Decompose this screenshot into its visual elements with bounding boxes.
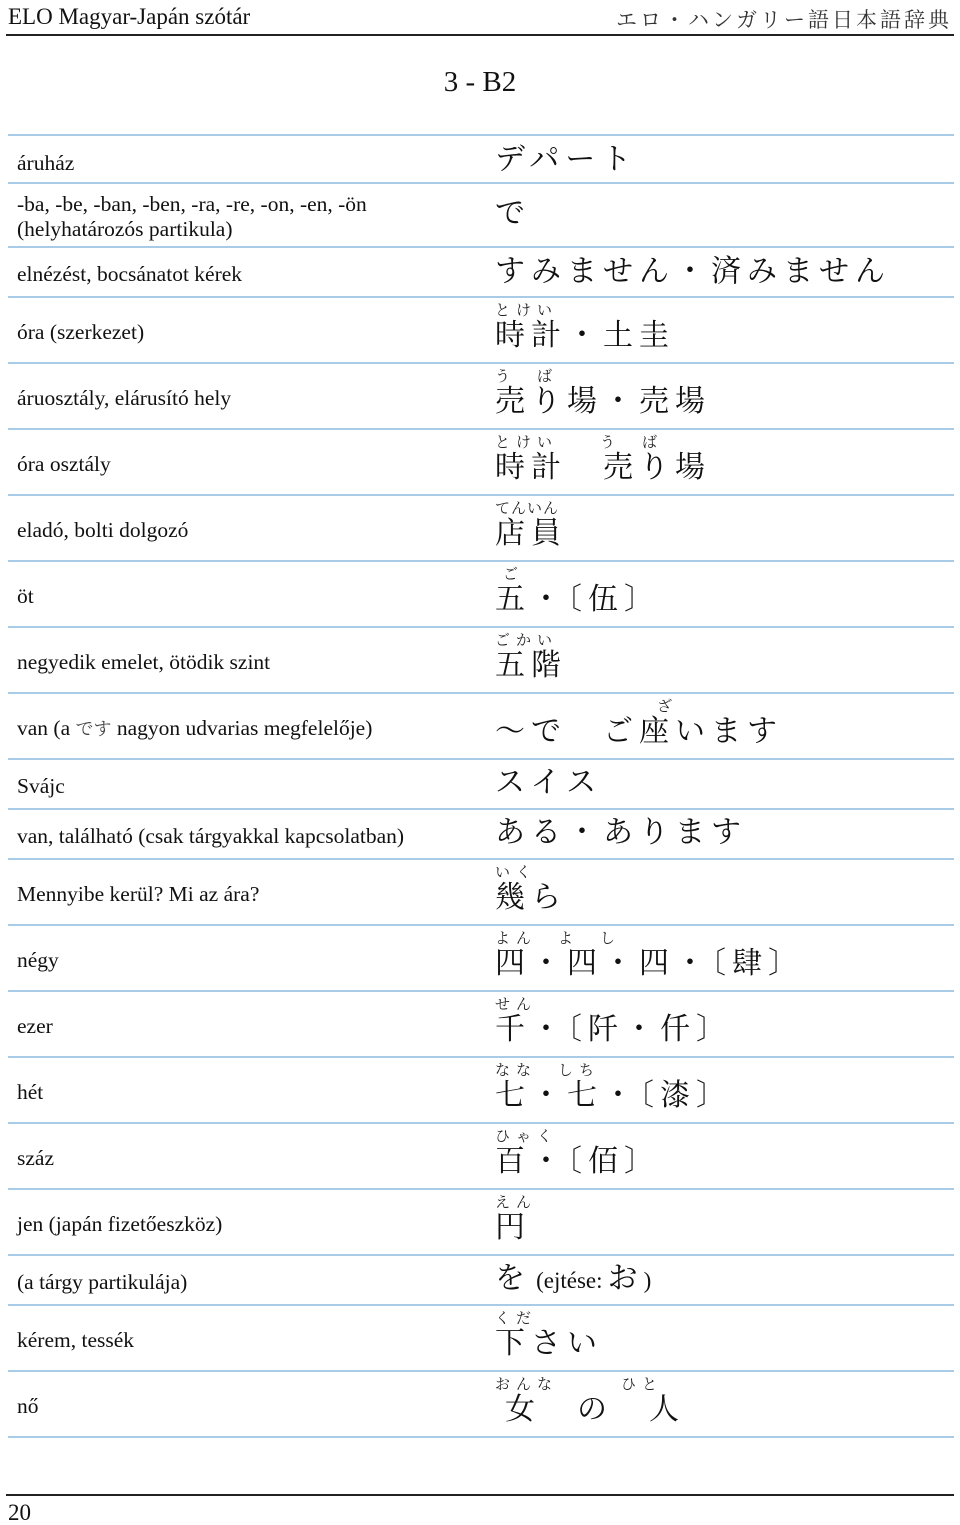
pronunciation-close: ) (643, 1268, 652, 1293)
hungarian-term: Svájc (17, 774, 65, 798)
japanese-word: 幾ら (495, 880, 567, 915)
hungarian-term: nő (17, 1394, 39, 1418)
japanese-word: 五階 (495, 648, 567, 683)
japanese-word: 千・〔阡・仟〕 (495, 1012, 732, 1047)
furigana: とけい (495, 301, 559, 319)
table-row (8, 136, 954, 184)
hungarian-term: (a tárgy partikulája) (17, 1270, 188, 1294)
hungarian-term (17, 716, 372, 742)
hungarian-term: jen (japán fizetőeszköz) (17, 1212, 223, 1236)
furigana: せん (495, 995, 538, 1013)
hungarian-term: -ba, -be, -ban, -ben, -ra, -re, -on, -en, -ön (helyhatározós partikula) (17, 192, 367, 241)
lesson-title: 3 - B2 (443, 66, 517, 98)
table-row (8, 1058, 954, 1124)
table-row (8, 860, 954, 926)
table-row (8, 430, 954, 496)
japanese-term (495, 1194, 537, 1246)
hungarian-term: elnézést, bocsánatot kérek (17, 262, 243, 286)
japanese-term (495, 1128, 660, 1180)
furigana: えん (495, 1193, 538, 1211)
hungarian-term: van, található (csak tárgyakkal kapcsolatban) (17, 824, 405, 848)
japanese-word: 時計 売り場 (495, 450, 711, 485)
japanese-term (495, 254, 891, 290)
japanese-word: すみません・済みません (495, 254, 891, 289)
hungarian-term: eladó, bolti dolgozó (17, 518, 189, 542)
furigana: おんな ひと (495, 1375, 664, 1393)
hungarian-term: száz (17, 1146, 54, 1170)
table-row (8, 562, 954, 628)
table-row (8, 1306, 954, 1372)
japanese-word: 円 (495, 1210, 531, 1245)
japanese-word: 時計・土圭 (495, 318, 675, 353)
japanese-word: デパート (495, 142, 638, 177)
page-footer (6, 1494, 954, 1525)
japanese-word: ～で ご座います (495, 714, 783, 749)
hungarian-term: négy (17, 948, 59, 972)
japanese-term (495, 632, 567, 684)
japanese-term (495, 996, 732, 1048)
furigana: よん よ し (495, 929, 622, 947)
table-row (8, 1256, 954, 1306)
table-row (8, 1190, 954, 1256)
japanese-term (495, 864, 567, 916)
hungarian-term: ezer (17, 1014, 53, 1038)
japanese-word: を (495, 1261, 531, 1296)
japanese-inline-word: です (75, 719, 112, 740)
furigana: ざ (657, 697, 679, 715)
furigana: なな しち (495, 1061, 601, 1079)
japanese-term (495, 434, 711, 486)
page-number: 20 (8, 1500, 31, 1525)
table-row (8, 1372, 954, 1438)
japanese-term (495, 698, 783, 750)
japanese-term (495, 1310, 603, 1362)
table-row (8, 248, 954, 298)
hungarian-text: nagyon udvarias megfelelője) (116, 716, 373, 740)
japanese-term (495, 142, 637, 178)
table-row (8, 1124, 954, 1190)
page-header (6, 0, 954, 36)
hungarian-term: áruház (17, 151, 75, 175)
table-row (8, 926, 954, 992)
dictionary-title-japanese: エロ・ハンガリー語日本語辞典 (616, 8, 952, 32)
furigana: くだ (495, 1309, 538, 1327)
hungarian-term: Mennyibe kerül? Mi az ára? (17, 882, 260, 906)
table-row (8, 184, 954, 248)
japanese-word: 七・七・〔漆〕 (495, 1078, 732, 1113)
furigana: ひゃく (495, 1127, 559, 1145)
japanese-word: 下さい (495, 1326, 603, 1361)
japanese-word: 五・〔伍〕 (495, 582, 660, 617)
hungarian-text: van (a (17, 716, 71, 740)
japanese-word: スイス (495, 765, 603, 800)
hungarian-term: hét (17, 1080, 44, 1104)
japanese-word: で (495, 196, 531, 231)
hungarian-term: áruosztály, elárusító hely (17, 386, 232, 410)
furigana: う ば (495, 367, 559, 385)
furigana: ご (503, 565, 525, 583)
japanese-word: ある・あります (495, 815, 747, 850)
japanese-word: 女 の 人 (505, 1392, 685, 1427)
pronunciation-note: (ejtése: (536, 1268, 603, 1293)
japanese-term (495, 368, 711, 420)
table-row (8, 496, 954, 562)
japanese-term (495, 1062, 732, 1114)
japanese-word: 売り場・売場 (495, 384, 711, 419)
japanese-term (495, 815, 747, 851)
furigana: ごかい (495, 631, 559, 649)
hungarian-term: öt (17, 584, 34, 608)
table-row (8, 760, 954, 810)
japanese-term (495, 1261, 651, 1297)
table-row (8, 992, 954, 1058)
hungarian-term: óra osztály (17, 452, 111, 476)
japanese-term (495, 302, 675, 354)
japanese-term (495, 500, 567, 552)
dictionary-title: ELO Magyar-Japán szótár (8, 4, 251, 29)
japanese-term (495, 1376, 685, 1428)
hungarian-term: negyedik emelet, ötödik szint (17, 650, 271, 674)
table-row (8, 810, 954, 860)
table-row (8, 694, 954, 760)
japanese-term (495, 196, 531, 232)
furigana: いく (495, 863, 538, 881)
japanese-term (495, 930, 804, 982)
vocabulary-table (8, 134, 954, 1438)
japanese-term (495, 566, 660, 618)
table-row (8, 298, 954, 364)
table-row (8, 364, 954, 430)
japanese-word: 店員 (495, 516, 567, 551)
furigana: とけい う ば (495, 433, 664, 451)
hungarian-term: kérem, tessék (17, 1328, 135, 1352)
japanese-word: 百・〔佰〕 (495, 1144, 660, 1179)
japanese-word: 四・四・四・〔肆〕 (495, 946, 804, 981)
pronunciation-kana: お (607, 1261, 644, 1296)
japanese-term (495, 765, 602, 801)
furigana: てんいん (495, 499, 560, 517)
table-row (8, 628, 954, 694)
hungarian-term: óra (szerkezet) (17, 320, 145, 344)
